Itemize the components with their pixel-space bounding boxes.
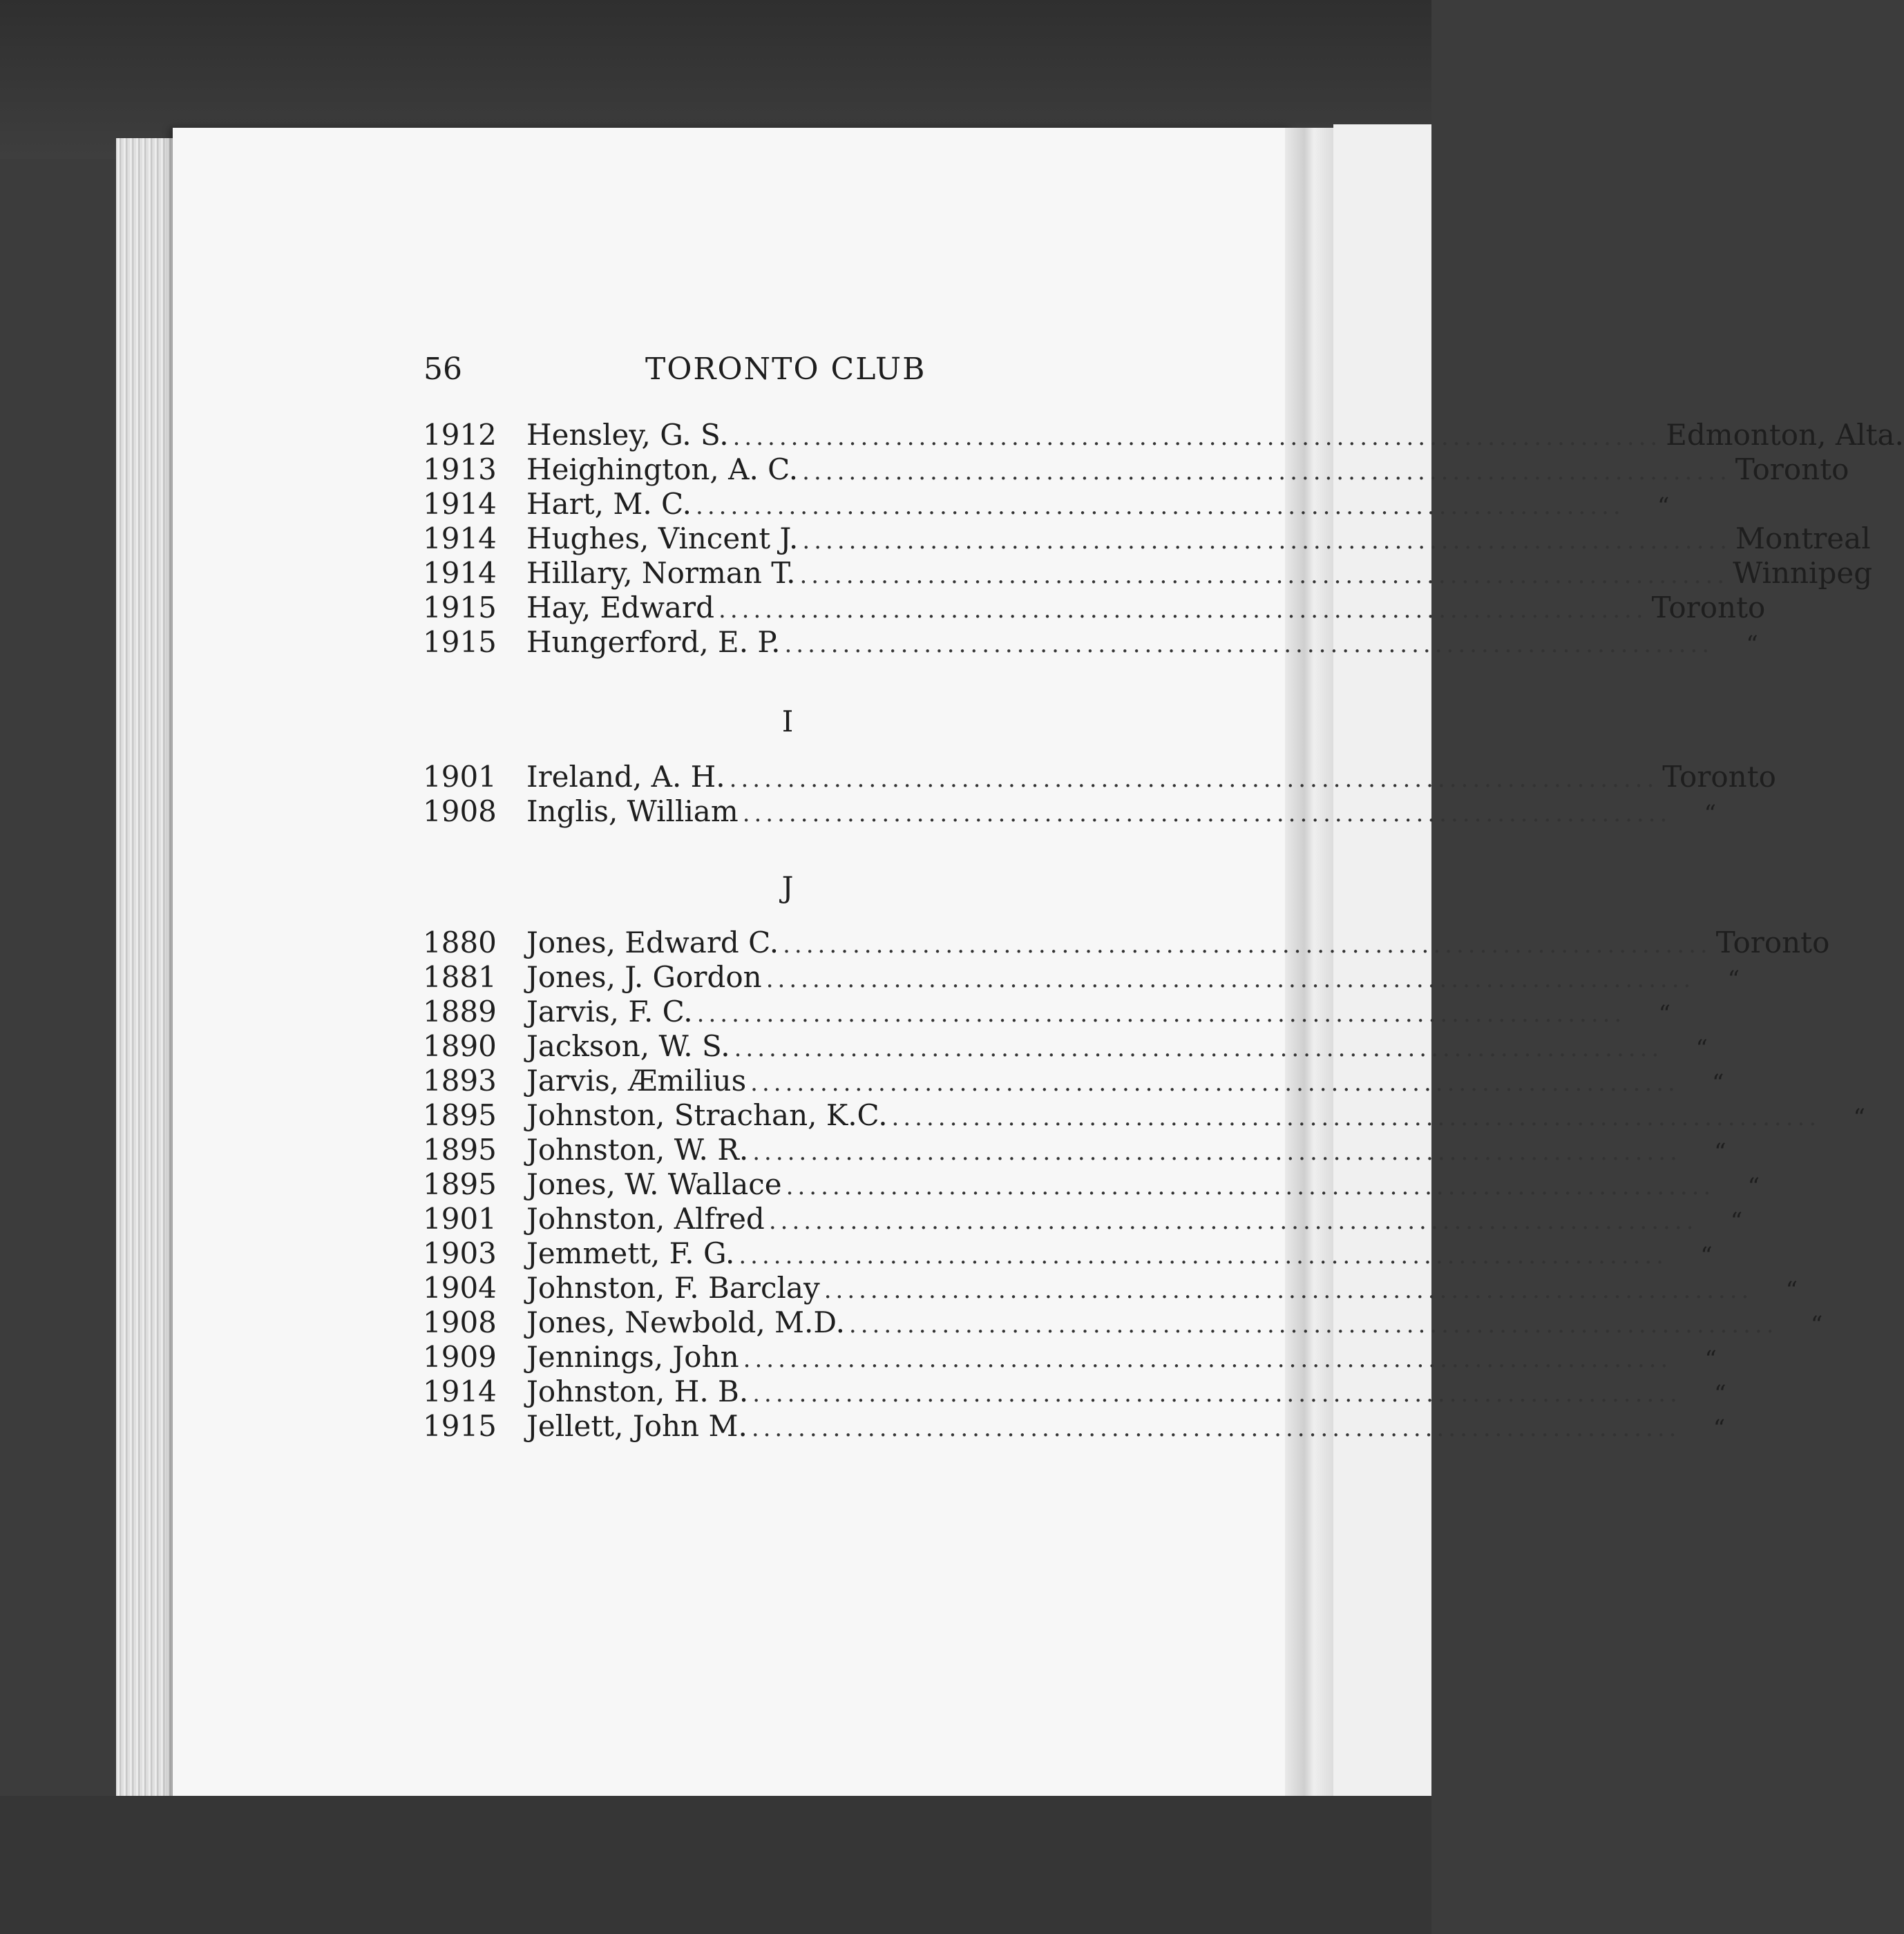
member-name: Jones, J. Gordon [526,960,762,994]
member-residence: Toronto [1651,591,1766,624]
dot-leader: ................................................................................ [734,1035,1664,1062]
member-name: Jones, Newbold, M.D. [526,1305,845,1339]
member-residence: “ [1658,1000,1670,1028]
dot-leader: ................................................................................ [750,1069,1679,1097]
member-year: 1914 [423,521,497,555]
member-name: Heighington, A. C. [526,452,799,486]
list-item [423,1271,1798,1305]
running-title: TORONTO CLUB [645,352,926,387]
dot-leader: ................................................................................ [729,765,1659,793]
list-item [423,1202,1743,1236]
member-year: 1909 [423,1340,497,1374]
section-letter-i: I [781,705,794,738]
member-residence: “ [1746,631,1758,658]
member-year: 1904 [423,1271,497,1305]
member-name: Hensley, G. S. [526,418,729,452]
dot-leader: ................................................................................ [696,492,1625,520]
list-item [423,452,1849,487]
member-residence: Montreal [1735,521,1871,555]
member-year: 1912 [423,418,497,452]
member-residence: “ [1713,1415,1726,1442]
dot-leader: ................................................................................ [696,1000,1626,1028]
member-name: Inglis, William [526,794,739,828]
member-name: Jarvis, F. C. [526,995,693,1028]
member-year: 1889 [423,995,497,1028]
dot-leader: ................................................................................ [891,1104,1821,1131]
member-year: 1915 [423,591,497,624]
list-item [423,995,1670,1029]
dot-leader: ................................................................................ [799,562,1729,589]
member-name: Ireland, A. H. [526,760,725,794]
list-item [423,625,1758,660]
member-name: Jennings, John [526,1340,739,1374]
member-name: Jackson, W. S. [526,1029,730,1063]
member-year: 1914 [423,556,497,590]
member-residence: “ [1704,800,1716,827]
member-name: Jemmett, F. G. [526,1236,735,1270]
dot-leader: ................................................................................ [752,1380,1682,1408]
dot-leader: ................................................................................ [732,423,1662,451]
member-residence: “ [1704,1346,1717,1373]
member-name: Hart, M. C. [526,487,692,521]
page-number: 56 [423,352,462,387]
list-item [423,794,1716,829]
dot-leader: ................................................................................ [739,1242,1668,1270]
member-name: Johnston, Strachan, K.C. [526,1098,888,1132]
list-item [423,487,1670,521]
scan-backdrop-bottom [0,1796,1431,1934]
member-year: 1913 [423,452,497,486]
dot-leader: ................................................................................ [742,800,1672,827]
member-residence: “ [1695,1035,1708,1062]
member-year: 1914 [423,487,497,521]
list-item [423,1340,1717,1375]
dot-leader: ................................................................................ [848,1311,1778,1339]
list-item [423,521,1871,556]
list-item [423,960,1740,995]
member-name: Johnston, F. Barclay [526,1271,820,1305]
dot-leader: ................................................................................ [824,1276,1753,1304]
list-item [423,418,1904,452]
member-residence: “ [1853,1104,1865,1131]
member-name: Hungerford, E. P. [526,625,781,659]
dot-leader: ................................................................................ [786,1173,1715,1200]
list-item [423,556,1873,591]
member-residence: “ [1714,1380,1726,1408]
member-year: 1908 [423,1305,497,1339]
member-residence: Toronto [1735,452,1849,486]
list-item [423,926,1830,960]
list-item [423,1236,1713,1271]
list-item [423,760,1776,794]
member-year: 1880 [423,926,497,959]
dot-leader: ................................................................................ [802,458,1731,486]
list-item [423,1064,1724,1098]
member-residence: Edmonton, Alta. [1666,418,1904,452]
member-list-h [423,418,1904,660]
member-year: 1881 [423,960,497,994]
section-letter-j: J [781,870,794,904]
member-residence: “ [1730,1207,1743,1235]
dot-leader: ................................................................................ [751,1415,1681,1442]
member-year: 1915 [423,625,497,659]
member-year: 1908 [423,794,497,828]
list-item [423,1167,1760,1202]
member-residence: Toronto [1662,760,1776,794]
member-name: Hay, Edward [526,591,715,624]
member-year: 1915 [423,1409,497,1443]
member-residence: “ [1714,1138,1726,1166]
member-residence: “ [1700,1242,1713,1270]
member-name: Johnston, Alfred [526,1202,765,1236]
member-list-j [423,926,1865,1444]
dot-leader: ................................................................................ [765,966,1695,993]
dot-leader: ................................................................................ [718,596,1648,624]
list-item [423,1375,1726,1409]
dot-leader: ................................................................................ [783,931,1712,959]
member-residence: “ [1810,1311,1823,1339]
member-name: Hughes, Vincent J. [526,521,799,555]
member-year: 1914 [423,1375,497,1408]
member-name: Jones, Edward C. [526,926,779,959]
list-item [423,1133,1726,1167]
member-name: Jones, W. Wallace [526,1167,782,1201]
member-residence: Toronto [1715,926,1830,959]
list-item [423,1409,1726,1444]
member-year: 1895 [423,1133,497,1167]
dot-leader: ................................................................................ [752,1138,1682,1166]
member-name: Johnston, W. R. [526,1133,749,1167]
member-name: Jellett, John M. [526,1409,748,1443]
list-item [423,1098,1865,1133]
member-year: 1893 [423,1064,497,1098]
dot-leader: ................................................................................ [784,631,1714,658]
member-name: Jarvis, Æmilius [526,1064,747,1098]
member-residence: “ [1657,492,1670,520]
member-residence: Winnipeg [1733,556,1873,590]
member-residence: “ [1727,966,1740,993]
list-item [423,1029,1708,1064]
dot-leader: ................................................................................ [743,1346,1673,1373]
member-name: Johnston, H. B. [526,1375,749,1408]
dot-leader: ................................................................................ [768,1207,1698,1235]
member-year: 1903 [423,1236,497,1270]
member-year: 1901 [423,1202,497,1236]
member-year: 1890 [423,1029,497,1063]
member-list-i [423,760,1776,829]
dot-leader: ................................................................................ [802,527,1731,555]
list-item [423,1305,1823,1340]
member-year: 1895 [423,1167,497,1201]
list-item [423,591,1766,625]
member-residence: “ [1785,1276,1798,1304]
member-year: 1901 [423,760,497,794]
member-residence: “ [1747,1173,1760,1200]
member-year: 1895 [423,1098,497,1132]
member-name: Hillary, Norman T. [526,556,796,590]
member-residence: “ [1712,1069,1724,1097]
